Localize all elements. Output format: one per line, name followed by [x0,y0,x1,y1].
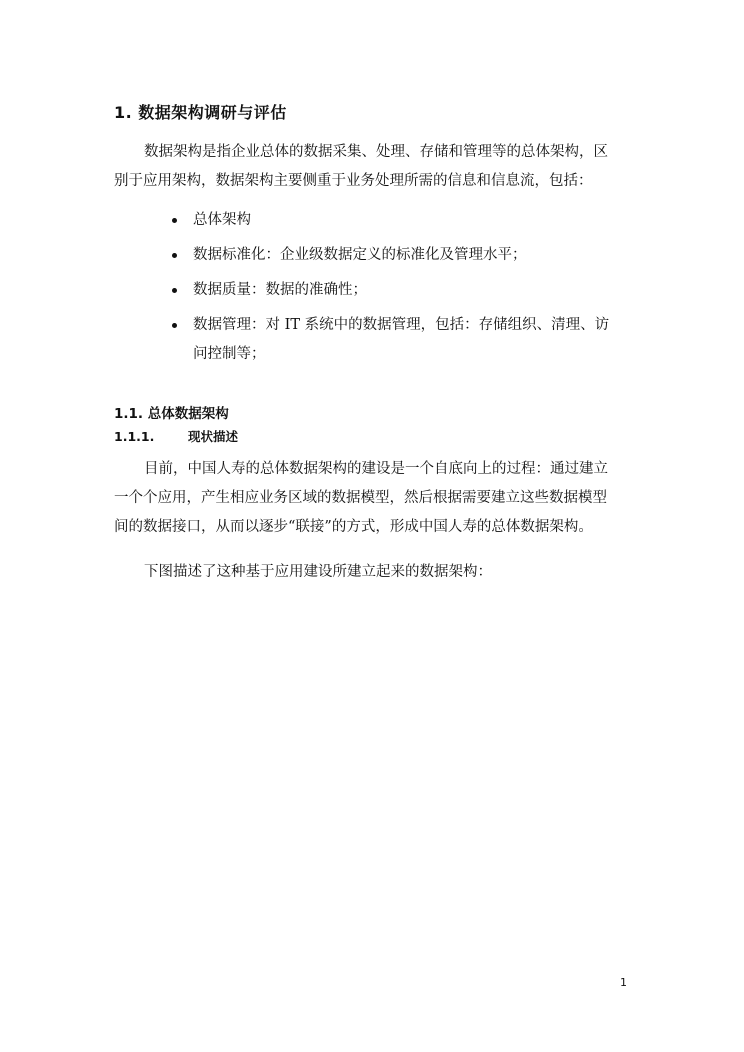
bullet-item [164,276,634,305]
status-line-2: 一个个应用，产生相应业务区域的数据模型，然后根据需要建立这些数据模型 [114,490,607,506]
section-heading-3 [114,428,238,446]
bullet-dot-icon [172,253,177,258]
section-heading-1: 1. 数据架构调研与评估 [114,103,287,122]
page-number: 1 [620,976,627,989]
intro-paragraph [114,138,630,196]
bullet-text: 总体架构 [193,212,251,228]
bullet-dot-icon [172,218,177,223]
bullet-list [164,206,634,375]
bullet-text-line-1: 数据管理：对 IT 系统中的数据管理，包括：存储组织、清理、访 [193,317,610,333]
heading-3-number: 1.1.1. [114,429,155,444]
bullet-text: 数据质量：数据的准确性； [193,282,367,298]
intro-line-1: 数据架构是指企业总体的数据采集、处理、存储和管理等的总体架构，区 [144,144,608,160]
status-line-1: 目前，中国人寿的总体数据架构的建设是一个自底向上的过程：通过建立 [144,461,608,477]
bullet-dot-icon [172,288,177,293]
status-paragraph [114,455,630,542]
bullet-text-line-2: 问控制等； [193,346,266,362]
section-heading-2: 1.1. 总体数据架构 [114,406,229,422]
intro-line-2: 别于应用架构，数据架构主要侧重于业务处理所需的信息和信息流，包括： [114,173,593,189]
bullet-item [164,206,634,235]
bullet-item [164,241,634,270]
bullet-dot-icon [172,323,177,328]
bullet-item [164,311,634,369]
heading-3-title: 现状描述 [188,429,239,444]
bullet-text: 数据标准化：企业级数据定义的标准化及管理水平； [193,247,527,263]
status-line-3: 间的数据接口，从而以逐步“联接”的方式，形成中国人寿的总体数据架构。 [114,519,593,535]
figure-intro-paragraph: 下图描述了这种基于应用建设所建立起来的数据架构： [144,564,492,580]
